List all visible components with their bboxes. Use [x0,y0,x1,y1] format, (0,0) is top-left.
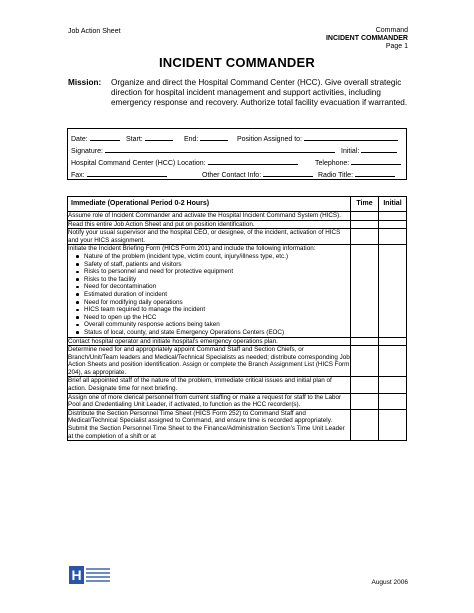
list-item: Need for modifying daily operations [78,299,350,307]
header-task: Immediate (Operational Period 0-2 Hours) [68,197,351,212]
radio-title-label: Radio Title: [318,172,354,179]
header-section: Command [375,27,408,34]
task-text: Determine need for and appropriately appoint Command Staff and Section Chiefs, or Branch/Unit/Team leaders and Medical/Technical Specialists as needed; distribute corresponding Job Action Sheets and position identification. Assign or complete the Branch Assignment List (HICS Form 204), as appropriate. [68,346,350,376]
table-row [68,229,407,245]
table-row [68,393,407,409]
time-cell[interactable] [351,229,379,245]
mission-block [68,78,408,108]
info-box [67,128,407,180]
task-text: Assume role of Incident Commander and activate the Hospital Incident Command System (HICS). [68,212,351,221]
footer-date: August 2006 [371,579,408,586]
start-field[interactable] [145,134,173,141]
time-cell[interactable] [351,220,379,229]
hics-logo [69,566,113,588]
task-text: Contact hospital operator and initiate hospital’s emergency operations plan. [68,337,351,346]
date-field[interactable] [90,134,120,141]
list-item: Need to open up the HCC [78,314,350,322]
time-cell[interactable] [351,409,379,440]
initial-field[interactable] [361,146,397,153]
list-item: Nature of the problem (incident type, victim count, injury/illness type, etc.) [78,253,350,261]
table-row [68,245,407,337]
table-row [68,409,407,440]
initial-cell[interactable] [379,393,407,409]
telephone-field[interactable] [351,158,401,165]
mission-text: Organize and direct the Hospital Command Center (HCC). Give overall strategic direction for hospital incident management and support activities, including emergency response and recovery. Authorize total facility evacuation if warranted. [111,78,408,107]
initial-cell[interactable] [379,337,407,346]
page-title: INCIDENT COMMANDER [159,55,315,70]
info-row-2 [71,146,403,156]
start-label: Start: [126,136,143,143]
header-page: Page 1 [385,43,408,50]
time-cell[interactable] [351,245,379,337]
logo-wordmark [86,568,110,584]
list-item: Estimated duration of incident [78,291,350,299]
info-row-1 [71,134,403,144]
end-label: End: [184,136,199,143]
header-right [326,27,408,51]
task-text: Notify your usual supervisor and the hospital CEO, or designee, of the incident, activation of HICS and your HICS assignment. [68,229,351,245]
initial-label: Initial: [341,148,360,155]
header-time: Time [351,197,379,212]
table-header-row [68,197,407,212]
initial-cell[interactable] [379,377,407,393]
list-item: Status of local, county, and state Emergency Operations Centers (EOC) [78,329,350,337]
briefing-intro: Initiate the Incident Briefing Form (HICS Form 201) and include the following information: [68,245,316,253]
table-row [68,346,407,377]
other-contact-label: Other Contact Info: [202,172,262,179]
task-text: Brief all appointed staff of the nature of the problem, immediate critical issues and initial plan of action. Designate time for next briefing. [68,377,351,393]
initial-cell[interactable] [379,229,407,245]
briefing-list [68,253,350,337]
signature-field[interactable] [105,146,335,153]
other-contact-field[interactable] [263,170,313,177]
initial-cell[interactable] [379,212,407,221]
table-row [68,337,407,346]
task-table [67,196,407,441]
header-initial: Initial [379,197,407,212]
list-item: Overall community response actions being taken [78,321,350,329]
telephone-label: Telephone: [315,160,350,167]
time-cell[interactable] [351,377,379,393]
list-item: Safety of staff, patients and visitors [78,261,350,269]
radio-title-field[interactable] [355,170,395,177]
hcc-location-field[interactable] [208,158,298,165]
end-field[interactable] [200,134,228,141]
table-row [68,212,407,221]
position-label: Position Assigned to: [237,136,302,143]
info-row-4 [71,170,403,180]
signature-label: Signature: [71,148,103,155]
task-text: Distribute the Section Personnel Time Sheet (HICS Form 252) to Command Staff and Medical/Technical Specialist assigned to Command, and ensure time is recorded appropriately. Submit the Section Personnel Time Sheet to the Finance/Administration Section’s Time Unit Leader at the completion of a shift or at [68,409,351,440]
fax-label: Fax: [71,172,85,179]
hcc-location-label: Hospital Command Center (HCC) Location: [71,160,206,167]
time-cell[interactable] [351,393,379,409]
table-row [68,377,407,393]
task-text: Assign one of more clerical personnel from current staffing or make a request for staff to the Labor Pool and Credentialing Unit Leader, if activated, to function as the HCC recorder(s). [68,393,351,409]
header-position: INCIDENT COMMANDER [325,35,408,42]
time-cell[interactable] [351,337,379,346]
position-field[interactable] [304,134,398,141]
time-cell[interactable] [351,212,379,221]
initial-cell[interactable] [379,245,407,337]
date-label: Date: [71,136,88,143]
logo-letter: H [69,566,84,584]
mission-label: Mission: [68,78,102,87]
list-item: Risks to personnel and need for protective equipment [78,268,350,276]
task-text: Read this entire Job Action Sheet and put on position identification. [68,220,351,229]
task-text [68,245,351,337]
time-cell[interactable] [351,346,379,377]
fax-field[interactable] [87,170,167,177]
initial-cell[interactable] [379,409,407,440]
list-item: Need for decontamination [78,283,350,291]
initial-cell[interactable] [379,346,407,377]
initial-cell[interactable] [379,220,407,229]
list-item: Risks to the facility [78,276,350,284]
info-row-3 [71,158,403,168]
header-left: Job Action Sheet [68,28,121,35]
table-row [68,220,407,229]
list-item: HICS team required to manage the incident [78,306,350,314]
